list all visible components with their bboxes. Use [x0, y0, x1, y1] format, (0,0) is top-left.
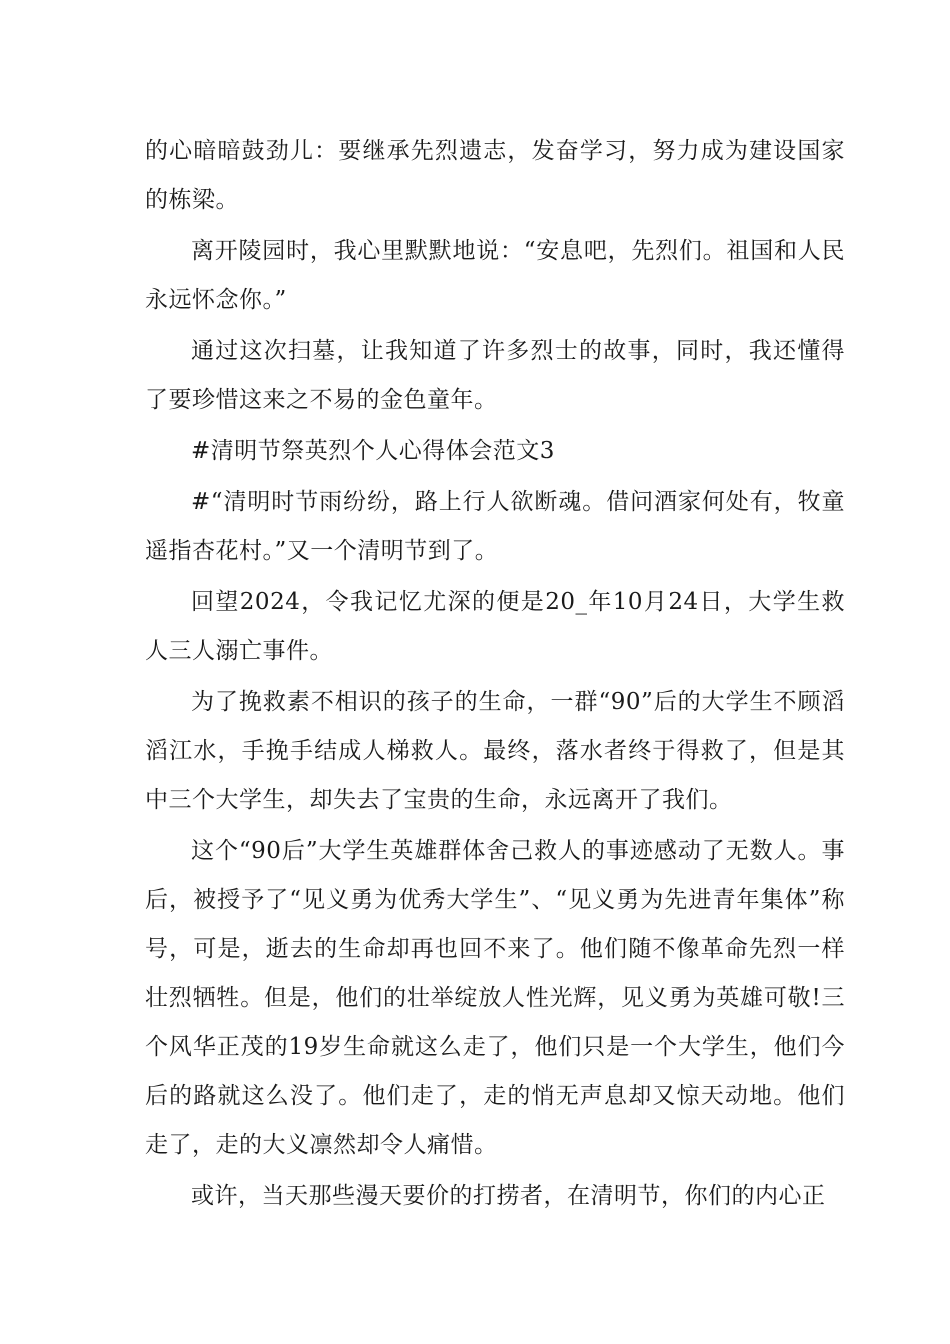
paragraph: #“清明时节雨纷纷，路上行人欲断魂。借问酒家何处有，牧童遥指杏花村。”又一个清明节到了。	[145, 489, 845, 564]
paragraph: 或许，当天那些漫天要价的打捞者，在清明节，你们的内心正	[191, 1183, 826, 1209]
paragraph: 通过这次扫墓，让我知道了许多烈士的故事，同时，我还懂得了要珍惜这来之不易的金色童年。	[145, 338, 845, 413]
section-heading: #清明节祭英烈个人心得体会范文3	[191, 438, 555, 464]
paragraph: 离开陵园时，我心里默默地说：“安息吧，先烈们。祖国和人民永远怀念你。”	[145, 238, 845, 313]
paragraph: 为了挽救素不相识的孩子的生命，一群“90”后的大学生不顾滔滔江水，手挽手结成人梯救人。最终，落水者终于得救了，但是其中三个大学生，却失去了宝贵的生命，永远离开了我们。	[145, 689, 845, 813]
document-body	[145, 127, 845, 1223]
paragraph: 这个“90后”大学生英雄群体舍己救人的事迹感动了无数人。事后，被授予了“见义勇为优秀大学生”、“见义勇为先进青年集体”称号，可是，逝去的生命却再也回不来了。他们随不像革命先烈一样壮烈牺牲。但是，他们的壮举绽放人性光辉，见义勇为英雄可敬!三个风华正茂的19岁生命就这么走了，他们只是一个大学生，他们今后的路就这么没了。他们走了，走的悄无声息却又惊天动地。他们走了，走的大义凛然却令人痛惜。	[145, 838, 845, 1158]
paragraph: 回望2024，令我记忆尤深的便是20_年10月24日，大学生救人三人溺亡事件。	[145, 589, 845, 664]
paragraph: 的心暗暗鼓劲儿：要继承先烈遗志，发奋学习，努力成为建设国家的栋梁。	[145, 138, 845, 213]
